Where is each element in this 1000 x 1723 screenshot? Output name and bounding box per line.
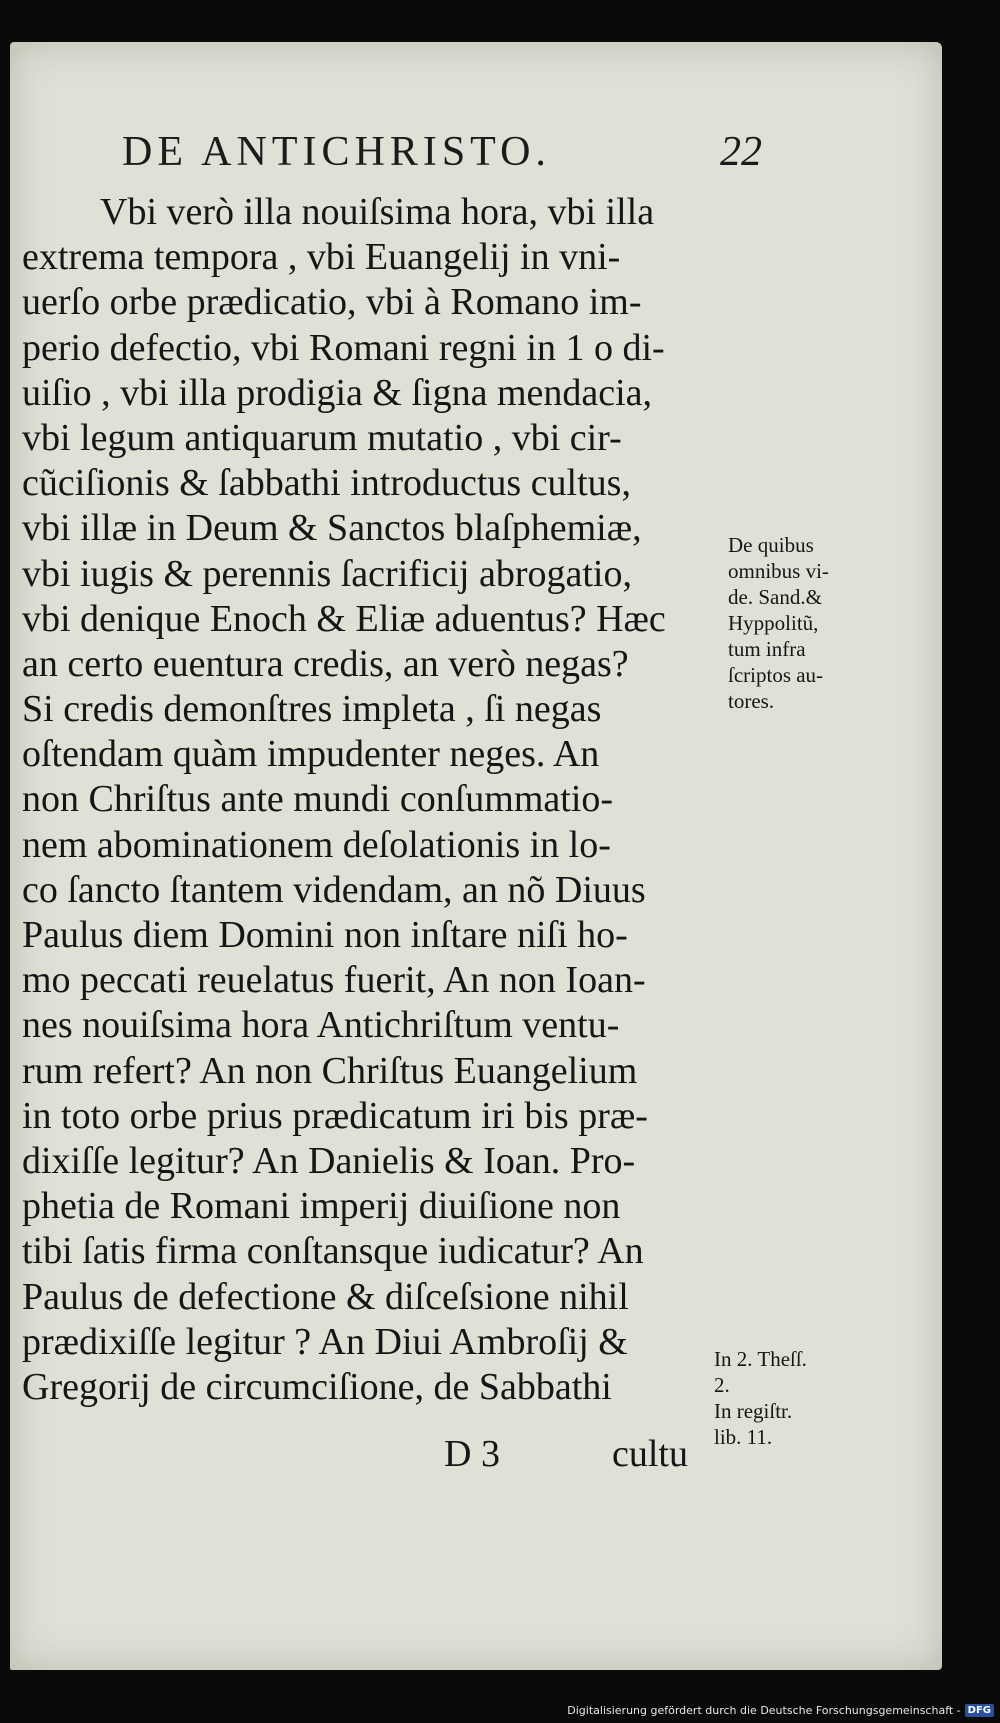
margin-note-line: 2. [714,1373,730,1397]
margin-note-line: Hyppolitũ, [728,611,819,635]
margin-note-line: In 2. Theſſ. [714,1347,807,1371]
margin-note-line: tores. [728,689,775,713]
text-line: uerſo orbe prædicatio, vbi à Romano im- [22,281,642,324]
text-line: co ſancto ſtantem videndam, an nõ Diuus [22,868,646,911]
text-line: tibi ſatis firma conſtansque iudicatur? An [22,1230,644,1273]
margin-note-line: In regiſtr. [714,1399,793,1423]
credit-text: Digitalisierung gefördert durch die Deutsche Forschungsgemeinschaft - [567,1704,961,1717]
margin-note-line: lib. 11. [714,1425,773,1449]
digitization-credit [567,1704,994,1717]
text-line: Gregorij de circumciſione, de Sabbathi [22,1365,612,1408]
text-line: phetia de Romani imperij diuiſione non [22,1185,621,1228]
text-line: non Chriſtus ante mundi conſummatio- [22,778,614,821]
margin-note-line: omnibus vi- [728,559,829,583]
running-header [122,128,762,178]
text-line: vbi denique Enoch & Eliæ aduentus? Hæc [22,597,666,640]
text-line: vbi legum antiquarum mutatio , vbi cir- [22,416,622,459]
text-line: oſtendam quàm impudenter neges. An [22,733,600,776]
text-line: vbi iugis & perennis ſacrificij abrogatio, [22,552,632,595]
margin-note-references [728,532,829,714]
main-text-block [22,190,722,1410]
margin-note-line: ſcriptos au- [728,663,824,687]
text-line: dixiſſe legitur? An Danielis & Ioan. Pro- [22,1139,636,1182]
margin-note-citations [714,1346,807,1450]
text-line: rum refert? An non Chriſtus Euangelium [22,1049,638,1092]
text-line: Paulus diem Domini non inſtare niſi ho- [22,914,628,956]
text-line: uiſio , vbi illa prodigia & ſigna mendacia, [22,371,653,414]
text-line: extrema tempora , vbi Euangelij in vni- [22,236,621,279]
text-line: mo peccati reuelatus fuerit, An non Ioan- [22,959,646,1002]
text-line: prædixiſſe legitur ? An Diui Ambroſij & [22,1320,628,1363]
catchword: cultu [612,1433,688,1475]
text-line: perio defectio, vbi Romani regni in 1 o di- [22,326,665,369]
text-line: Vbi verò illa nouiſsima hora, vbi illa [100,191,655,233]
page-number: 22 [720,129,762,175]
margin-note-line: tum infra [728,637,806,661]
dfg-logo-icon: DFG [965,1704,994,1717]
text-line: Si credis demonſtres impleta , ſi negas [22,688,602,731]
text-line: cũciſionis & ſabbathi introductus cultus, [22,462,631,505]
signature-mark: D 3 [444,1433,500,1475]
text-line: an certo euentura credis, an verò negas? [22,642,629,685]
running-title: DE ANTICHRISTO. [122,129,551,175]
text-line: nem abominationem deſolationis in lo- [22,823,611,866]
text-line: nes nouiſsima hora Antichriſtum ventu- [22,1004,620,1047]
text-line: Paulus de defectione & diſceſsione nihil [22,1275,629,1318]
margin-note-line: de. Sand.& [728,585,822,609]
text-line: vbi illæ in Deum & Sanctos blaſphemiæ, [22,507,642,550]
margin-note-line: De quibus [728,533,814,557]
text-line: in toto orbe prius prædicatum iri bis præ- [22,1094,648,1137]
